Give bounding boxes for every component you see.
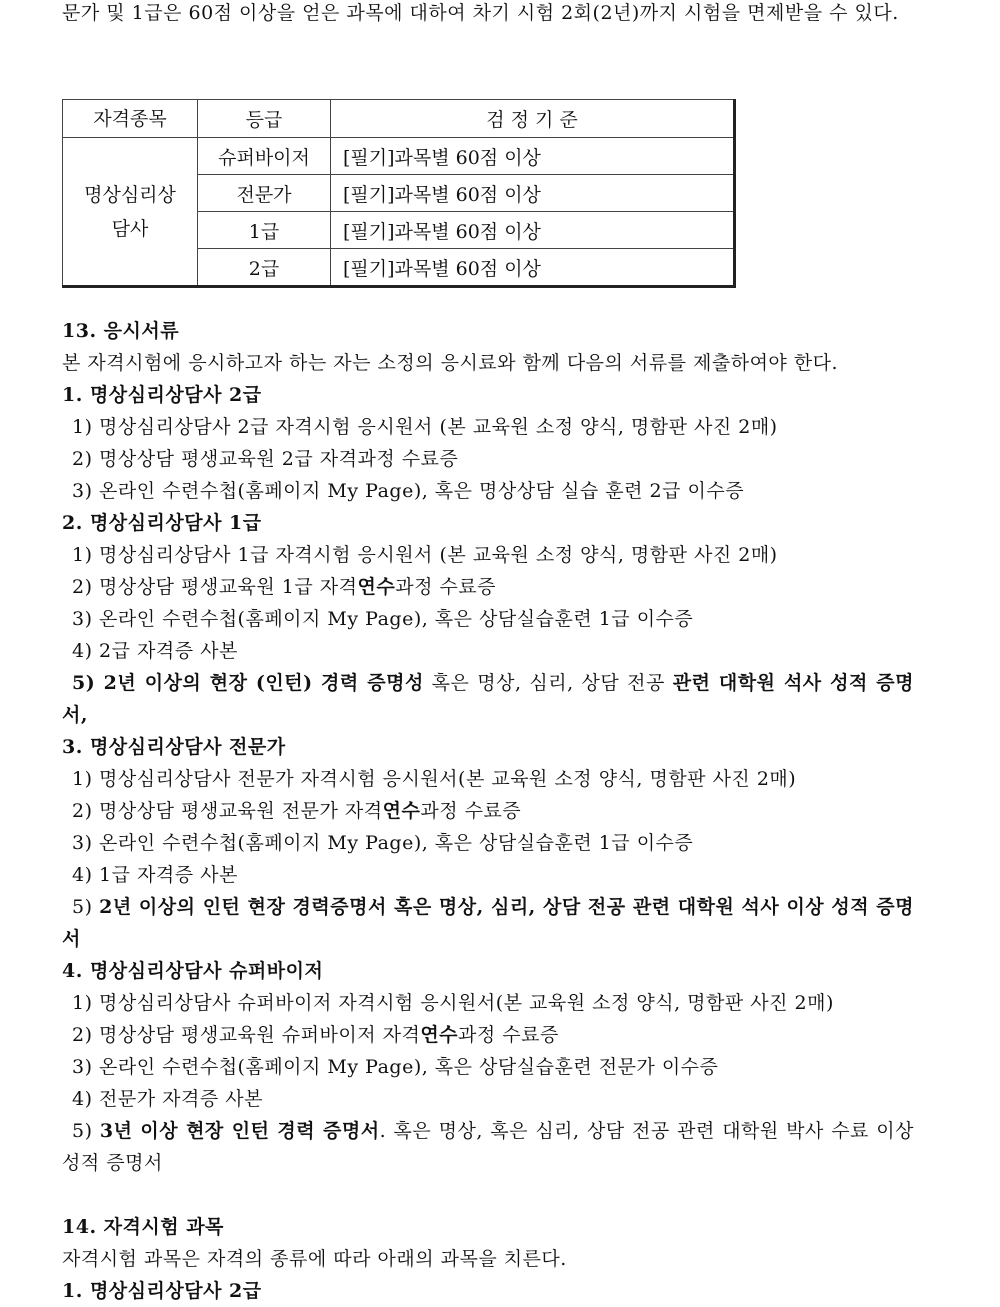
list-item-emphasis: 5) 2년 이상의 현장 (인턴) 경력 증명성 [72, 672, 424, 694]
list-item-emphasis: 관련 대학원 석사 성적 증명서, [62, 672, 914, 726]
section-13-desc: 본 자격시험에 응시하고자 하는 자는 소정의 응시료와 함께 다음의 서류를 제출하여야 한다. [62, 352, 839, 374]
list-item [62, 1115, 914, 1179]
list-item-text: 과정 수료증 [458, 1024, 559, 1046]
table-header-row [63, 100, 735, 138]
list-item-emphasis: 연수 [420, 1024, 459, 1046]
list-item-text: 2) 명상상담 평생교육원 1급 자격 [72, 576, 358, 598]
list-item [62, 1019, 914, 1051]
criteria-cell: [필기]과목별 60점 이상 [331, 249, 735, 287]
list-item: 3) 온라인 수련수첩(홈페이지 My Page), 혹은 상담실습훈련 1급 이수증 [72, 832, 694, 854]
section-14-title: 14. 자격시험 과목 [62, 1216, 224, 1238]
grade1-title: 2. 명상심리상담사 1급 [62, 512, 262, 534]
list-item-emphasis: 연수 [357, 576, 396, 598]
list-item: 1) 명상심리상담사 2급 자격시험 응시원서 (본 교육원 소정 양식, 명함판 사진 2매) [72, 416, 778, 438]
list-item: 3) 온라인 수련수첩(홈페이지 My Page), 혹은 상담실습훈련 전문가 이수증 [72, 1056, 719, 1078]
grade2-title: 1. 명상심리상담사 2급 [62, 384, 262, 406]
list-item [62, 571, 914, 603]
grade-cell: 슈퍼바이저 [198, 138, 331, 175]
list-item: 3) 온라인 수련수첩(홈페이지 My Page), 혹은 명상상담 실습 훈련 2급 이수증 [72, 480, 745, 502]
list-item: 1) 명상심리상담사 전문가 자격시험 응시원서(본 교육원 소정 양식, 명함판 사진 2매) [72, 768, 797, 790]
list-item-emphasis: 연수 [382, 800, 421, 822]
list-item-emphasis: 2년 이상의 인턴 현장 경력증명서 혹은 명상, 심리, 상담 전공 관련 대학원 석사 이상 성적 증명서 [62, 896, 914, 950]
grade-cell: 전문가 [198, 175, 331, 212]
list-item [62, 667, 914, 731]
list-item [62, 795, 914, 827]
document-body [62, 315, 914, 1307]
list-item-emphasis: 3년 이상 현장 인턴 경력 증명서 [99, 1120, 380, 1142]
list-item [62, 891, 914, 955]
section-spacer [62, 1179, 914, 1211]
list-item-text: . 혹은 명상, 혹은 심리, 상담 전공 관련 대학원 박사 수료 이상 성적 증명서 [62, 1120, 915, 1174]
table-row [63, 138, 735, 175]
grade-cell: 1급 [198, 212, 331, 249]
list-item: 1) 명상심리상담사 1급 자격시험 응시원서 (본 교육원 소정 양식, 명함판 사진 2매) [72, 544, 778, 566]
list-item-text: 과정 수료증 [395, 576, 497, 598]
section-13-title: 13. 응시서류 [62, 320, 180, 342]
header-grade: 등급 [198, 100, 331, 138]
section-14-desc: 자격시험 과목은 자격의 종류에 따라 아래의 과목을 치른다. [62, 1248, 567, 1270]
subject-cell: 명상심리상담사 [63, 138, 198, 287]
list-item-text: 2) 명상상담 평생교육원 슈퍼바이저 자격 [72, 1024, 421, 1046]
list-item-text: 5) [72, 896, 100, 918]
grade-cell: 2급 [198, 249, 331, 287]
expert-title: 3. 명상심리상담사 전문가 [62, 736, 286, 758]
criteria-cell: [필기]과목별 60점 이상 [331, 212, 735, 249]
criteria-cell: [필기]과목별 60점 이상 [331, 175, 735, 212]
list-item: 2) 명상상담 평생교육원 2급 자격과정 수료증 [72, 448, 459, 470]
list-item-text: 과정 수료증 [420, 800, 522, 822]
list-item: 4) 2급 자격증 사본 [72, 640, 238, 662]
list-item-text: 혹은 명상, 심리, 상담 전공 [423, 672, 673, 694]
criteria-table [62, 99, 736, 288]
section-14-grade2-title: 1. 명상심리상담사 2급 [62, 1280, 262, 1302]
list-item: 3) 온라인 수련수첩(홈페이지 My Page), 혹은 상담실습훈련 1급 이수증 [72, 608, 694, 630]
header-subject: 자격종목 [63, 100, 198, 138]
list-item: 4) 전문가 자격증 사본 [72, 1088, 263, 1110]
header-criteria: 검 정 기 준 [331, 100, 735, 138]
criteria-cell: [필기]과목별 60점 이상 [331, 138, 735, 175]
list-item-text: 2) 명상상담 평생교육원 전문가 자격 [72, 800, 383, 822]
list-item: 1) 명상심리상담사 슈퍼바이저 자격시험 응시원서(본 교육원 소정 양식, 명함판 사진 2매) [72, 992, 834, 1014]
supervisor-title: 4. 명상심리상담사 슈퍼바이저 [62, 960, 324, 982]
list-item: 4) 1급 자격증 사본 [72, 864, 238, 886]
intro-paragraph: 문가 및 1급은 60점 이상을 얻은 과목에 대하여 차기 시험 2회(2년)까지 시험을 면제받을 수 있다. [62, 2, 899, 24]
list-item-text: 5) [72, 1120, 100, 1142]
